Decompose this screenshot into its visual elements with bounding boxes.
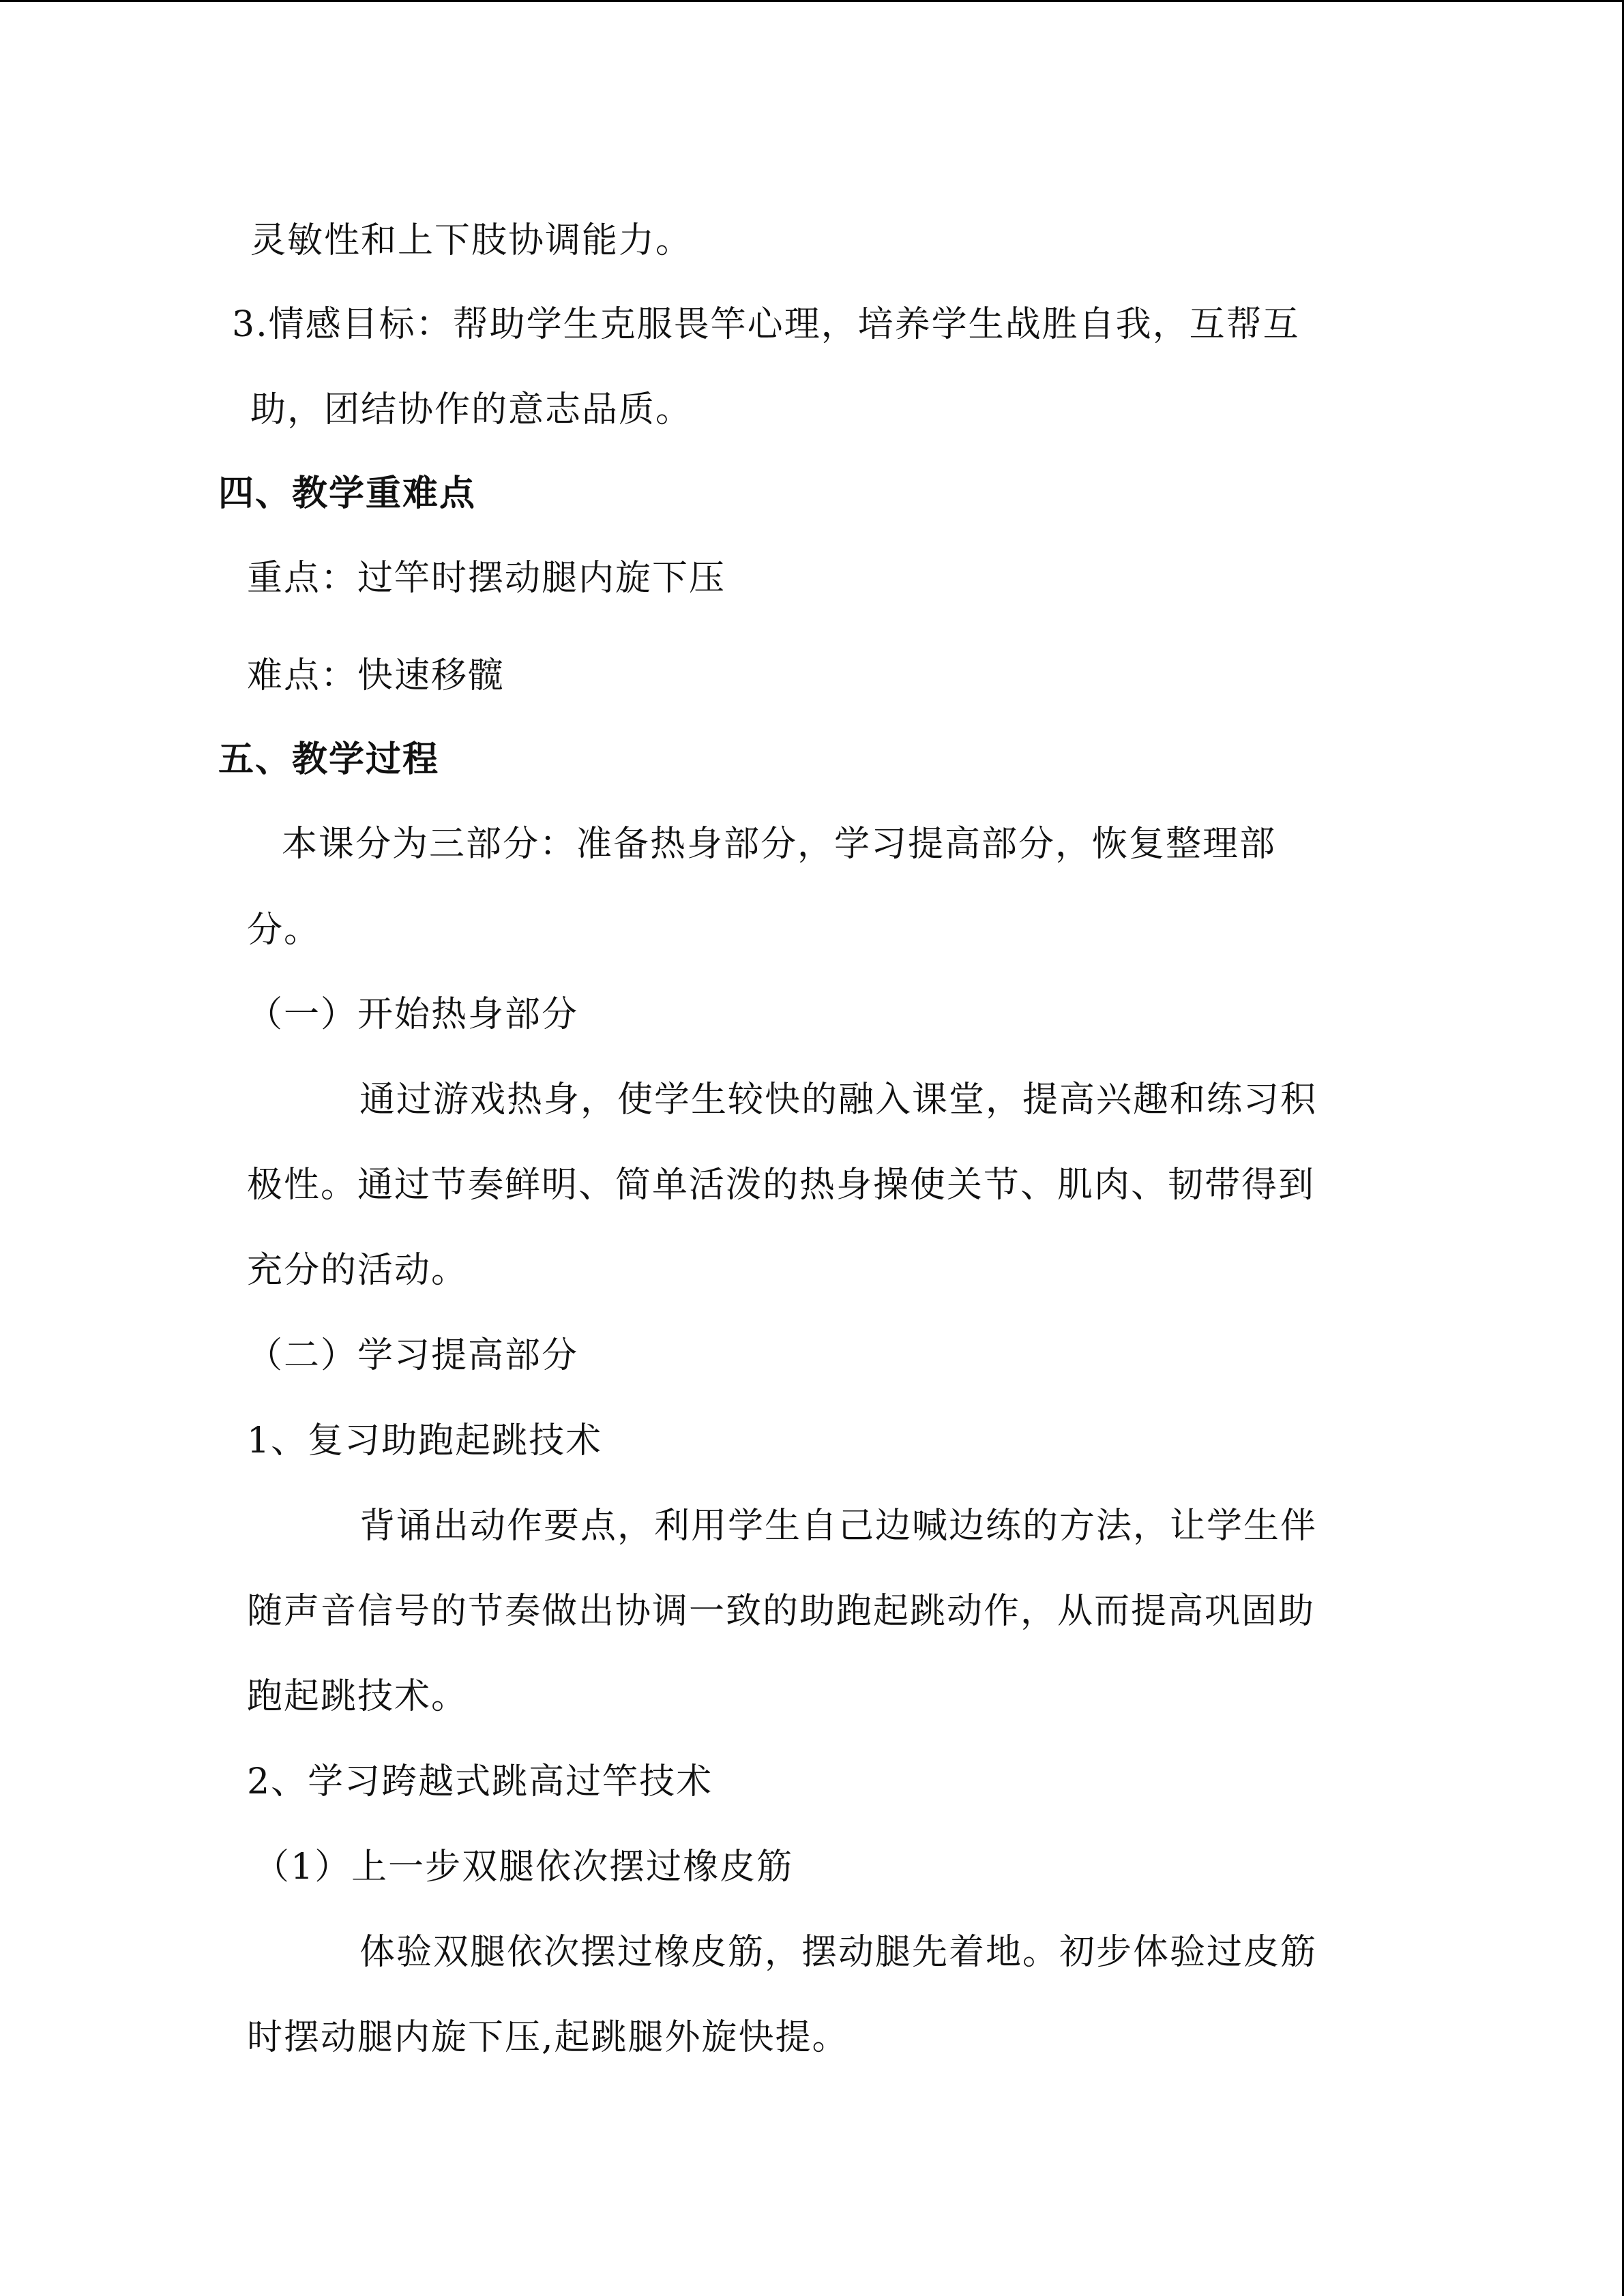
line-scissors-para-2: 时摆动腿内旋下压,起跳腿外旋快提。 bbox=[247, 2017, 849, 2058]
subheading-learning: （二）学习提高部分 bbox=[247, 1335, 579, 1376]
line-scissors-para-1: 体验双腿依次摆过橡皮筋，摆动腿先着地。初步体验过皮筋 bbox=[359, 1932, 1318, 1973]
line-continuation-agility: 灵敏性和上下肢协调能力。 bbox=[250, 220, 693, 261]
line-emotional-goal-cont: 助，团结协作的意志品质。 bbox=[250, 389, 693, 430]
subheading-warmup: （一）开始热身部分 bbox=[247, 994, 579, 1035]
line-difficulty: 难点：快速移髋 bbox=[247, 655, 505, 696]
item-review-runup: 1、复习助跑起跳技术 bbox=[247, 1420, 603, 1461]
page-top-border bbox=[0, 0, 1624, 2]
section-heading-teaching-process: 五、教学过程 bbox=[218, 739, 440, 780]
line-course-parts-cont: 分。 bbox=[247, 910, 321, 951]
line-warmup-para-3: 充分的活动。 bbox=[247, 1250, 469, 1291]
line-course-parts: 本课分为三部分：准备热身部分，学习提高部分，恢复整理部 bbox=[282, 824, 1277, 865]
line-runup-para-2: 随声音信号的节奏做出协调一致的助跑起跳动作，从而提高巩固助 bbox=[247, 1591, 1316, 1632]
line-runup-para-3: 跑起跳技术。 bbox=[247, 1676, 469, 1717]
line-warmup-para-2: 极性。通过节奏鲜明、简单活泼的热身操使关节、肌肉、韧带得到 bbox=[247, 1165, 1316, 1206]
section-heading-key-difficulties: 四、教学重难点 bbox=[218, 473, 477, 514]
subitem-one-step: （1）上一步双腿依次摆过橡皮筋 bbox=[254, 1847, 794, 1888]
line-emotional-goal: 3.情感目标：帮助学生克服畏竿心理，培养学生战胜自我，互帮互 bbox=[232, 304, 1300, 345]
line-key-point: 重点：过竿时摆动腿内旋下压 bbox=[247, 558, 726, 599]
line-runup-para-1: 背诵出动作要点，利用学生自己边喊边练的方法，让学生伴 bbox=[359, 1506, 1318, 1547]
line-warmup-para-1: 通过游戏热身，使学生较快的融入课堂，提高兴趣和练习积 bbox=[359, 1079, 1318, 1120]
item-learn-scissors: 2、学习跨越式跳高过竿技术 bbox=[247, 1761, 713, 1802]
